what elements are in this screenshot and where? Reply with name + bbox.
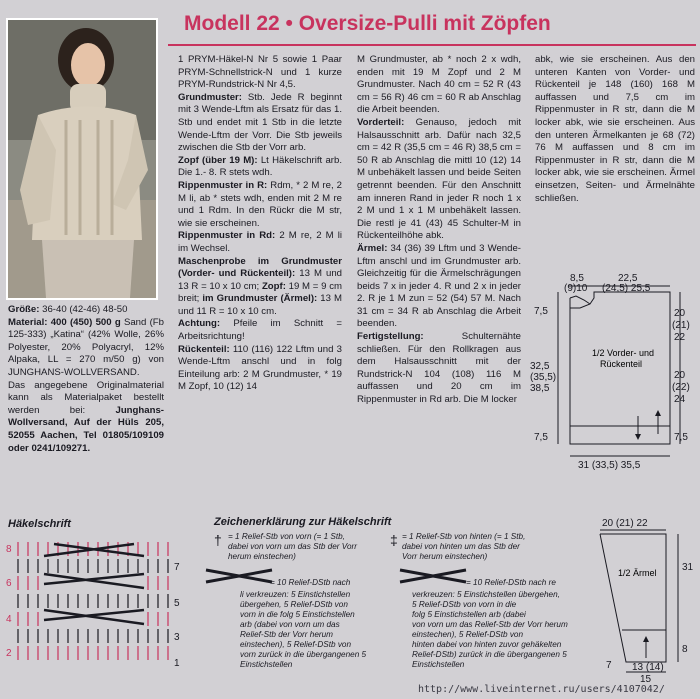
legend-1b: dabei von vorn um das Stb der Vorr <box>228 542 357 551</box>
dim-rib-left: 7,5 <box>534 432 548 443</box>
legend-3-l5: einstechen), 5 Relief-DStb von <box>240 640 352 649</box>
material-para: Material: 400 (450) 500 g Sand (Fb 125-333) „Katina“ (42% Wolle, 26% Polyester, 20% Polyacryl, 12% Alpaka, LL = 270 m/50 g) von JUNGHANS-WOLLVERSAND. <box>8 316 164 378</box>
text-column-3 <box>535 54 695 250</box>
finishing-cont-para: abk, wie sie erscheinen. Aus den unteren Kanten von Vorder- und Rückenteil je 148 (160) 168 M auffassen und 7,5 cm im Rippenmuster in R str, dann die M locker abk, wie sie erscheinen. Aus den unteren Ärmelkanten je 68 (72) 76 M auffassen und 8 cm im Rippenmuster in R str, dann die M locker abk, wie sie erscheinen. Ärmel einsetzen, Seiten- und Ärmelnähte schließen. <box>535 54 695 204</box>
dim-armhole-2: (21) <box>672 320 690 331</box>
legend-3-l0: li verkreuzen: 5 Einstichstellen <box>240 590 351 599</box>
zopf-para: Zopf (über 19 M): Lt Häkelschrift arb. Die 1.- 8. R stets wdh. <box>178 154 342 179</box>
sleeve-outline <box>600 534 666 662</box>
dim-neck-depth: 7,5 <box>534 306 548 317</box>
legend-item-cross-left <box>240 590 396 670</box>
dim-neck-height: 32,5 <box>530 361 550 372</box>
legend-item-cross-right <box>412 590 592 670</box>
chart-stitches-dark <box>18 544 168 643</box>
dim-side-1: 20 <box>674 370 686 381</box>
rueckenteil-cont-para: M Grundmuster, ab * noch 2 x wdh, enden mit 19 M Zopf und 2 M Grundmuster. Nach 40 cm = 52 R (43 cm = 56 R) 46 cm = 60 R ab Anschlag die Arbeit beenden. <box>357 54 521 116</box>
size-line: Größe: 36-40 (42-46) 48-50 <box>8 304 128 315</box>
sleeve-schematic <box>596 512 698 688</box>
row-1: 1 <box>174 658 180 669</box>
text-column-2 <box>357 54 521 506</box>
maschenprobe-para: Maschenprobe im Grundmuster (Vorder- und Rückenteil): 13 M und 13 R = 10 x 10 cm; Zopf: 19 M = 9 cm breit; im Grundmuster (Ärmel): 13 M und 11 R = 10 x 10 cm. <box>178 255 342 317</box>
legend-item-back <box>402 532 572 562</box>
legend-3-l6: vorn zurück in die übergangenen 5 <box>240 650 367 659</box>
dim-shoulder-neck-sub: (9)10 <box>564 283 588 294</box>
model-photo <box>6 18 158 300</box>
legend-3-l4: Relief-Stb der Vorr herum <box>240 630 333 639</box>
dim-shoulder-neck: 8,5 <box>570 273 584 284</box>
legend-4-l1: 5 Relief-DStb von vorn in die <box>412 600 517 609</box>
legend-3-l3: arb (dabei von vorn um das <box>240 620 340 629</box>
dim-shoulder-sub: (24,5) 25,5 <box>602 283 651 294</box>
needles-para: 1 PRYM-Häkel-N Nr 5 sowie 1 Paar PRYM-Schnellstrick-N und 1 kurze PRYM-Rundstrick-N Nr 4,5. <box>178 54 342 91</box>
row-8: 8 <box>6 544 12 555</box>
sleeve-dim-cuff-left: 7 <box>606 660 612 671</box>
sleeve-dim-bottom-2: 15 <box>640 674 652 685</box>
aermel-para: Ärmel: 34 (36) 39 Lftm und 3 Wende-Lftm anschl und im Grundmuster arb. Gleichzeitig für die Ärmelschrägungen beids 7 x in jeder 4. R und 2 x in jeder 2. R je 1 M zun = 52 (54) 57 M. Nach 31 cm = 34 R ab Anschlag die Arbeit beenden. <box>357 242 521 330</box>
cross-right-icon <box>398 566 468 586</box>
relief-front-icon: † <box>214 532 222 548</box>
row-7: 7 <box>174 562 180 573</box>
legend-4-l0: verkreuzen: 5 Einstichstellen übergehen, <box>412 590 560 599</box>
sleeve-dim-top: 20 (21) 22 <box>602 518 648 529</box>
legend-4-l5: hinten dabei von hinten zuvor gehäkelten <box>412 640 562 649</box>
sleeve-dim-length: 31 <box>682 562 694 573</box>
legend-4-l6: Relief-DStb) zurück in die übergangenen 5 <box>412 650 567 659</box>
title-rule <box>168 44 696 46</box>
crochet-chart-title: Häkelschrift <box>8 518 71 530</box>
page-title: Modell 22 • Oversize-Pulli mit Zöpfen <box>184 12 551 35</box>
legend-3-l2: vorn in die folg 5 Einstichstellen <box>240 610 355 619</box>
dim-shoulder: 22,5 <box>618 273 638 284</box>
text-column-1 <box>178 54 342 506</box>
legend-1a: = 1 Relief-Stb von vorn (= 1 Stb, <box>228 532 345 541</box>
sleeve-dim-cuff: 8 <box>682 644 688 655</box>
row-3: 3 <box>174 632 180 643</box>
rippen-rd-para: Rippenmuster in Rd: 2 M re, 2 M li im Wechsel. <box>178 230 342 254</box>
dim-width: 31 (33,5) 35,5 <box>578 460 641 471</box>
legend-4-l2: folg 5 Einstichstellen arb (dabei <box>412 610 526 619</box>
schematic-label: 1/2 Vorder- und <box>592 348 655 358</box>
legend-title: Zeichenerklärung zur Häkelschrift <box>214 516 392 528</box>
legend-3-l1: übergehen, 5 Relief-DStb von <box>240 600 348 609</box>
legend-4-l3: von vorn um das Relief-Stb der Vorr herum <box>412 620 568 629</box>
legend-2c: Vorr herum einstechen) <box>402 552 488 561</box>
dim-side-2: (22) <box>672 382 690 393</box>
dim-neck-height-3: 38,5 <box>530 383 550 394</box>
rueckenteil-para: Rückenteil: 110 (116) 122 Lftm und 3 Wende-Lftm anschl und in folg Einteilung arb: 2 M Grundmuster, * 19 M Zopf, 10 (12) 14 <box>178 343 342 393</box>
chart-stitches-pink <box>18 542 168 660</box>
legend-2a: = 1 Relief-Stb von hinten (= 1 Stb, <box>402 532 526 541</box>
relief-back-icon: ‡ <box>390 532 398 548</box>
legend-4-head: = 10 Relief-DStb nach re <box>466 578 556 587</box>
sleeve-label: 1/2 Ärmel <box>618 568 657 578</box>
legend-4-l7: Einstichstellen <box>412 660 465 669</box>
legend-3-head: = 10 Relief-DStb nach <box>270 578 351 587</box>
rippen-r-para: Rippenmuster in R: Rdm, * 2 M re, 2 M li, ab * stets wdh, enden mit 2 M re und 1 Rdm. In den Rückr die M str, wie sie erscheinen. <box>178 179 342 229</box>
row-6: 6 <box>6 578 12 589</box>
dim-side-3: 24 <box>674 394 686 405</box>
dim-armhole-1: 20 <box>674 308 686 319</box>
cross-left-icon <box>204 566 274 586</box>
watermark-url: http://www.liveinternet.ru/users/4107042/ <box>418 684 665 695</box>
crochet-chart <box>4 534 194 674</box>
vorderteil-para: Vorderteil: Genauso, jedoch mit Halsausschnitt arb. Dafür nach 32,5 cm = 42 R (35,5 cm = 46 R) 38,5 cm = 50 R ab Anschlag die mittl 10 (12) 14 M unbehäkelt lassen und beide Seiten getrennt beenden. Für den Anschnitt am inneren Rand in jeder R noch 1 x 2 M und 1 x 1 M unbehäkelt lassen. Die restl je 41 (43) 45 Schulter-M in Rückenteilhöhe abk. <box>357 116 521 242</box>
legend-4-l4: einstechen), 5 Relief-DStb von <box>412 630 524 639</box>
legend-2b: dabei von hinten um das Stb der <box>402 542 520 551</box>
schematic-label-2: Rückenteil <box>600 359 643 369</box>
legend-3-l7: Einstichstellen <box>240 660 293 669</box>
dim-armhole-3: 22 <box>674 332 686 343</box>
row-4: 4 <box>6 614 12 625</box>
sleeve-dim-bottom: 13 (14) <box>632 662 664 673</box>
text-column-material <box>8 304 164 528</box>
fertigstellung-para: Fertigstellung: Schulternähte schließen. Für den Rollkragen aus dem Halsausschnitt mit der Rundstrick-N 104 (108) 116 M auffassen und 20 cm im Rippenmuster in Rd arb. Die M locker <box>357 331 521 406</box>
order-para: Das angegebene Originalmaterial kann als Materialpaket bestellt werden bei: Junghans-Wollversand, Auf der Hüls 205, 52055 Aachen, Tel 01805/109109 oder 0241/109271. <box>8 379 164 454</box>
row-5: 5 <box>174 598 180 609</box>
body-schematic <box>528 266 698 512</box>
legend-item-front <box>228 532 378 562</box>
legend-1c: herum einstechen) <box>228 552 296 561</box>
grundmuster-para: Grundmuster: Stb. Jede R beginnt mit 3 Wende-Lftm als Ersatz für das 1. Stb und endet mit 1 Stb in die letzte Wende-Lftm der Vorr. Die Stb jeweils zwischen die Stb der Vorr arb. <box>178 91 342 154</box>
row-2: 2 <box>6 648 12 659</box>
dim-neck-height-2: (35,5) <box>530 372 557 383</box>
achtung-para: Achtung: Pfeile im Schnitt = Arbeitsrichtung! <box>178 318 342 343</box>
dim-rib-right: 7,5 <box>674 432 688 443</box>
